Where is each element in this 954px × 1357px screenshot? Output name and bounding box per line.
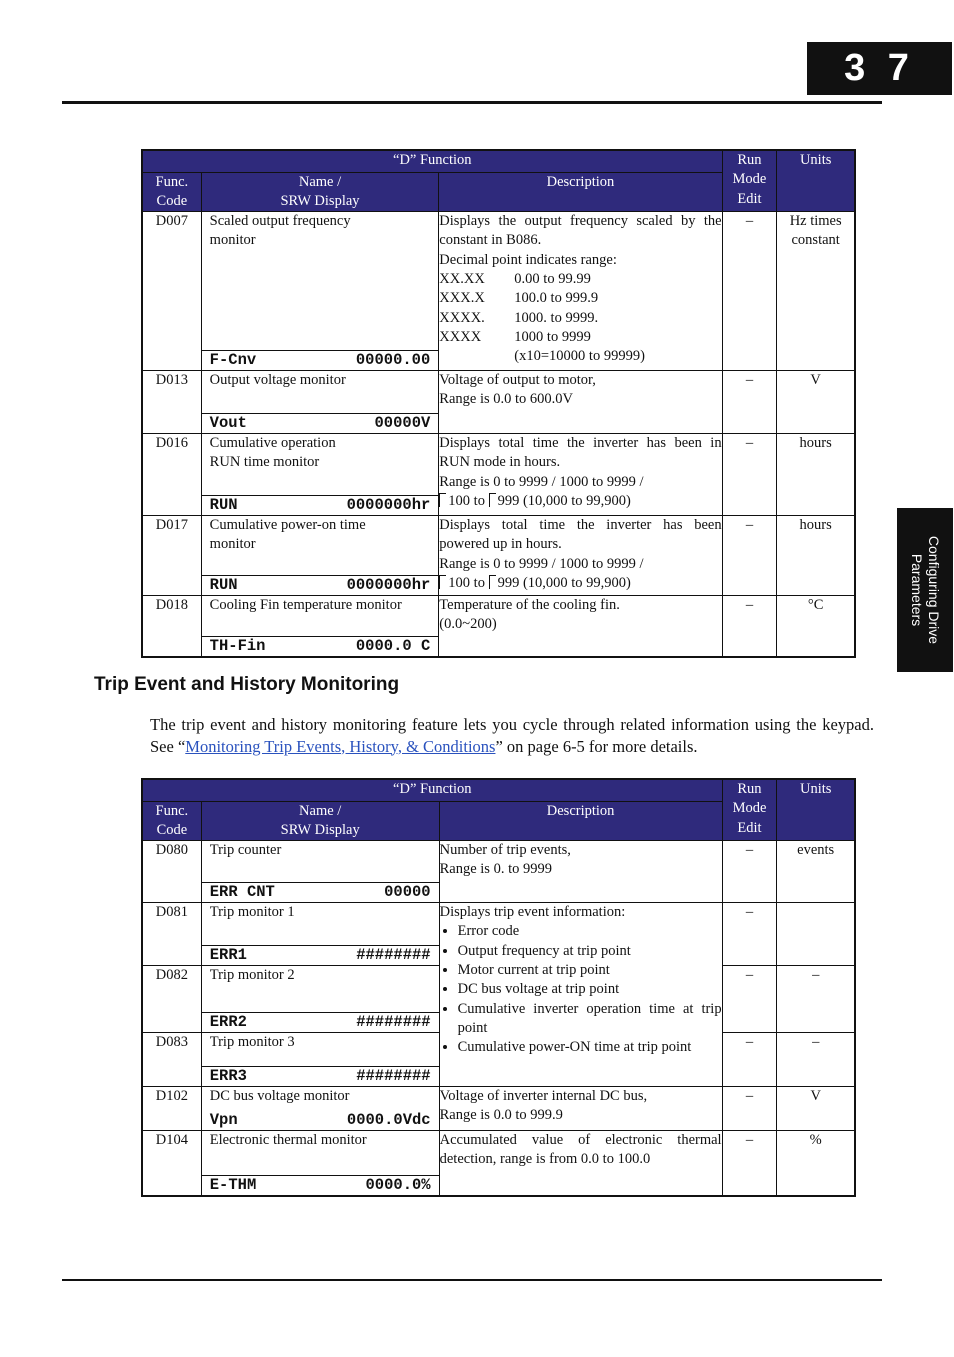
units: V [777, 371, 855, 434]
run-mode-edit: – [722, 516, 777, 596]
units [777, 903, 855, 966]
description: Displays total time the inverter has been in RUN mode in hours. Range is 0 to 9999 / 1000 to 9999 / 100 to 999 (10,000 to 99,900) [439, 434, 722, 516]
srw-display: Vpn 0000.0Vdc [209, 1111, 431, 1130]
name-cell [201, 1033, 439, 1087]
srw-display: RUN 0000000hr [202, 495, 439, 515]
units: – [777, 1033, 855, 1087]
list-item: • Cumulative inverter operation time at trip point [458, 1000, 722, 1039]
header-func-code: Func. Code [142, 172, 201, 212]
func-code: D018 [142, 596, 201, 658]
ceiling-icon [489, 493, 496, 507]
run-mode-edit: – [722, 212, 777, 371]
run-mode-edit: – [722, 434, 777, 516]
name-cell [201, 966, 439, 1033]
name-text: Scaled output frequency [209, 213, 351, 230]
list-item: • Cumulative power-ON time at trip point [458, 1038, 722, 1057]
name-cell [201, 371, 439, 434]
table-row [142, 371, 855, 434]
header-units: Units [777, 150, 855, 212]
run-mode-edit: – [722, 1131, 777, 1197]
ceiling-icon [439, 493, 446, 507]
group-header: “D” Function [142, 150, 722, 172]
monitoring-trip-events-link[interactable]: Monitoring Trip Events, History, & Conditions [185, 736, 496, 756]
func-code: D013 [142, 371, 201, 434]
description: Voltage of inverter internal DC bus, Range is 0.0 to 999.9 [439, 1087, 722, 1131]
units: V [777, 1087, 855, 1131]
srw-display: ERR1 ######## [202, 945, 439, 965]
bottom-rule [62, 1279, 882, 1281]
name-text: DC bus voltage monitor [209, 1088, 350, 1105]
d-function-table-1 [141, 149, 856, 658]
group-header: “D” Function [142, 779, 722, 801]
d-function-table-2 [141, 778, 856, 1197]
name-cell: Cumulative operation RUN time monitor RUN 0000000hr [201, 434, 439, 516]
description: Number of trip events, Range is 0. to 9999 [439, 841, 722, 903]
table-row [142, 516, 855, 596]
srw-display: RUN 0000000hr [202, 575, 439, 595]
name-text: Trip monitor 3 [209, 1034, 295, 1051]
srw-display: ERR CNT 00000 [202, 882, 439, 902]
table-row [142, 212, 855, 371]
srw-display: ERR3 ######## [202, 1066, 439, 1086]
table-row [142, 596, 855, 658]
units: °C [777, 596, 855, 658]
srw-display: ERR2 ######## [202, 1012, 439, 1032]
name-text: Electronic thermal monitor [209, 1132, 367, 1149]
srw-display: F-Cnv 00000.00 [202, 350, 439, 370]
list-item: • Motor current at trip point [458, 961, 722, 980]
func-code: D102 [142, 1087, 201, 1131]
name-cell [201, 903, 439, 966]
func-code: D007 [142, 212, 201, 371]
top-rule [62, 101, 882, 104]
units: events [777, 841, 855, 903]
header-units: Units [777, 779, 855, 841]
units: hours [777, 434, 855, 516]
ceiling-icon [439, 575, 446, 589]
name-cell [201, 212, 439, 371]
func-code: D083 [142, 1033, 201, 1087]
header-run-mode-edit: Run Mode Edit [722, 150, 777, 212]
section-title: Trip Event and History Monitoring [94, 674, 400, 695]
units: % [777, 1131, 855, 1197]
func-code: D080 [142, 841, 201, 903]
units: Hz times constant [777, 212, 855, 371]
func-code: D104 [142, 1131, 201, 1197]
func-code: D017 [142, 516, 201, 596]
name-cell [201, 1087, 439, 1131]
srw-display: TH-Fin 0000.0 C [202, 636, 439, 656]
trip-info-list [440, 922, 722, 1057]
table-row [142, 1087, 855, 1131]
units: hours [777, 516, 855, 596]
description: Displays total time the inverter has been powered up in hours. Range is 0 to 9999 / 1000 to 9999 / 100 to 999 (10,000 to 99,900) [439, 516, 722, 596]
func-code: D016 [142, 434, 201, 516]
units: – [777, 966, 855, 1033]
func-code: D082 [142, 966, 201, 1033]
run-mode-edit: – [722, 1033, 777, 1087]
trip-description: Displays trip event information: • Error code • Output frequency at trip point • Motor current at trip point • DC bus voltage at trip point • Cumulative inverter operation time at trip point • Cumulative power-ON time at trip point [439, 903, 722, 1087]
name-cell [201, 841, 439, 903]
name-text: monitor [209, 232, 256, 249]
name-cell: Cumulative power-on time monitor RUN 0000000hr [201, 516, 439, 596]
side-tab-line1: Configuring Drive [926, 535, 942, 645]
run-mode-edit: – [722, 596, 777, 658]
run-mode-edit: – [722, 903, 777, 966]
name-text: Trip monitor 1 [209, 904, 295, 921]
name-text: Trip monitor 2 [209, 967, 295, 984]
header-name-srw: Name / SRW Display [201, 801, 439, 841]
table-row [142, 903, 855, 966]
chapter-side-tab [897, 508, 953, 672]
run-mode-edit: – [722, 371, 777, 434]
header-name-srw: Name / SRW Display [201, 172, 439, 212]
name-cell [201, 1131, 439, 1197]
header-run-mode-edit: Run Mode Edit [722, 779, 777, 841]
run-mode-edit: – [722, 1087, 777, 1131]
description: Accumulated value of electronic thermal detection, range is from 0.0 to 100.0 [439, 1131, 722, 1197]
list-item: • DC bus voltage at trip point [458, 980, 722, 999]
header-func-code: Func. Code [142, 801, 201, 841]
ceiling-icon [489, 575, 496, 589]
side-tab-label [908, 508, 942, 672]
name-text: Cooling Fin temperature monitor [209, 597, 402, 614]
description: Displays the output frequency scaled by the constant in B086. Decimal point indicates range: XX.XX 0.00 to 99.99 XXX.X 100.0 to 999.9 XXXX. 1000. to 9999. XXXX 1000 to 9999 (x10=10000 to 99999) [439, 212, 722, 371]
func-code: D081 [142, 903, 201, 966]
description: Temperature of the cooling fin. (0.0~200) [439, 596, 722, 658]
page-number: 3 7 [807, 42, 952, 95]
side-tab-line2: Parameters [909, 553, 925, 627]
name-text: Trip counter [209, 842, 282, 859]
table-row [142, 434, 855, 516]
name-text: Output voltage monitor [209, 372, 346, 389]
intro-paragraph: The trip event and history monitoring feature lets you cycle through related information using the keypad. See “Monitoring Trip Events, History, & Conditions” on page 6-5 for more details. [150, 715, 874, 756]
header-description: Description [439, 172, 722, 212]
table-row [142, 841, 855, 903]
srw-display: Vout 00000V [202, 413, 439, 433]
list-item: • Output frequency at trip point [458, 942, 722, 961]
table-row [142, 1131, 855, 1197]
run-mode-edit: – [722, 966, 777, 1033]
list-item: • Error code [458, 922, 722, 941]
name-cell [201, 596, 439, 658]
header-description: Description [439, 801, 722, 841]
srw-display: E-THM 0000.0% [202, 1175, 439, 1195]
run-mode-edit: – [722, 841, 777, 903]
description: Voltage of output to motor, Range is 0.0 to 600.0V [439, 371, 722, 434]
